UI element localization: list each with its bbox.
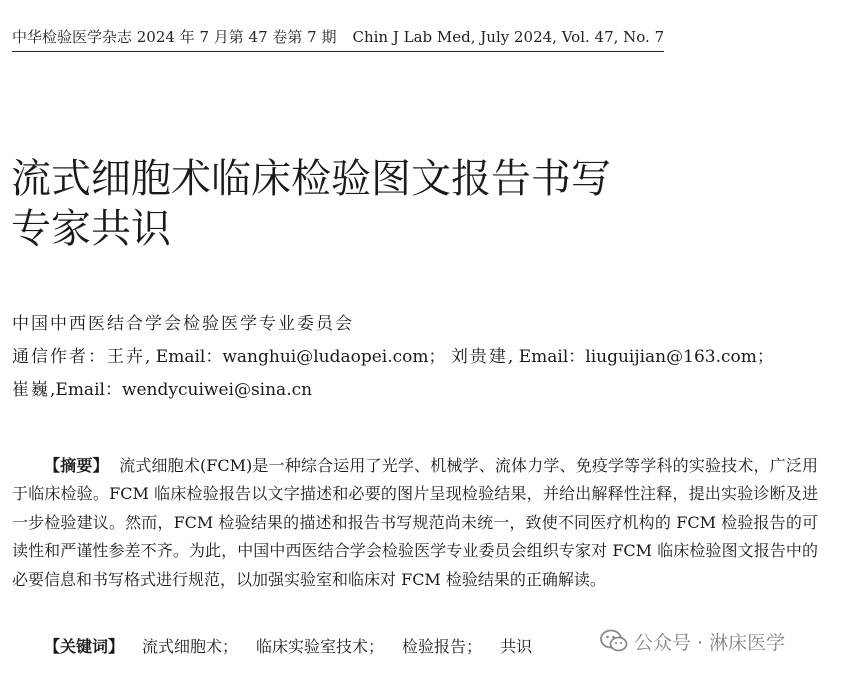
watermark	[600, 626, 785, 656]
keyword-item: 检验报告；	[402, 637, 483, 656]
journal-citation-en: Chin J Lab Med, July 2024, Vol. 47, No. 7	[352, 28, 665, 46]
author-email: , Email：liuguijian@163.com；	[507, 347, 774, 367]
abstract-label: 【摘要】	[44, 456, 109, 475]
author-block	[12, 308, 774, 407]
keywords-label: 【关键词】	[44, 637, 125, 656]
author-name: 刘贵建	[450, 347, 508, 367]
organization: 中国中西医结合学会检验医学专业委员会	[12, 314, 354, 334]
author-name: 王卉	[107, 347, 145, 367]
author-email: ,Email：wendycuiwei@sina.cn	[50, 380, 313, 400]
journal-citation-cn: 中华检验医学杂志 2024 年 7 月第 47 卷第 7 期	[12, 28, 337, 46]
title-line-1: 流式细胞术临床检验图文报告书写	[11, 156, 611, 202]
keyword-item: 流式细胞术；	[142, 637, 239, 656]
journal-header	[12, 26, 664, 52]
keyword-item: 临床实验室技术；	[256, 637, 385, 656]
title-line-2: 专家共识	[11, 206, 171, 252]
abstract-text: 流式细胞术(FCM)是一种综合运用了光学、机械学、流体力学、免疫学等学科的实验技术，广泛用于临床检验。FCM 临床检验报告以文字描述和必要的图片呈现检验结果，并给出解释性注释，提出实验诊断及进一步检验建议。然而，FCM 检验结果的描述和报告书写规范尚未统一，致使不同医疗机构的 FCM 检验报告的可读性和严谨性参差不齐。为此，中国中西医结合学会检验医学专业委员会组织专家对 FCM 临床检验图文报告中的必要信息和书写格式进行规范，以加强实验室和临床对 FCM 检验结果的正确解读。	[12, 456, 819, 589]
keywords	[44, 633, 532, 661]
wechat-icon	[600, 629, 628, 653]
article-title	[11, 154, 611, 254]
keyword-item: 共识	[500, 637, 533, 656]
author-email: , Email：wanghui@ludaopei.com；	[145, 347, 446, 367]
corresponding-prefix: 通信作者：	[12, 347, 107, 367]
author-name: 崔巍	[12, 380, 50, 400]
corresponding-authors	[12, 341, 774, 374]
abstract	[12, 452, 818, 594]
corresponding-authors-cont	[12, 374, 774, 407]
watermark-text: 公众号 · 淋床医学	[634, 631, 786, 654]
